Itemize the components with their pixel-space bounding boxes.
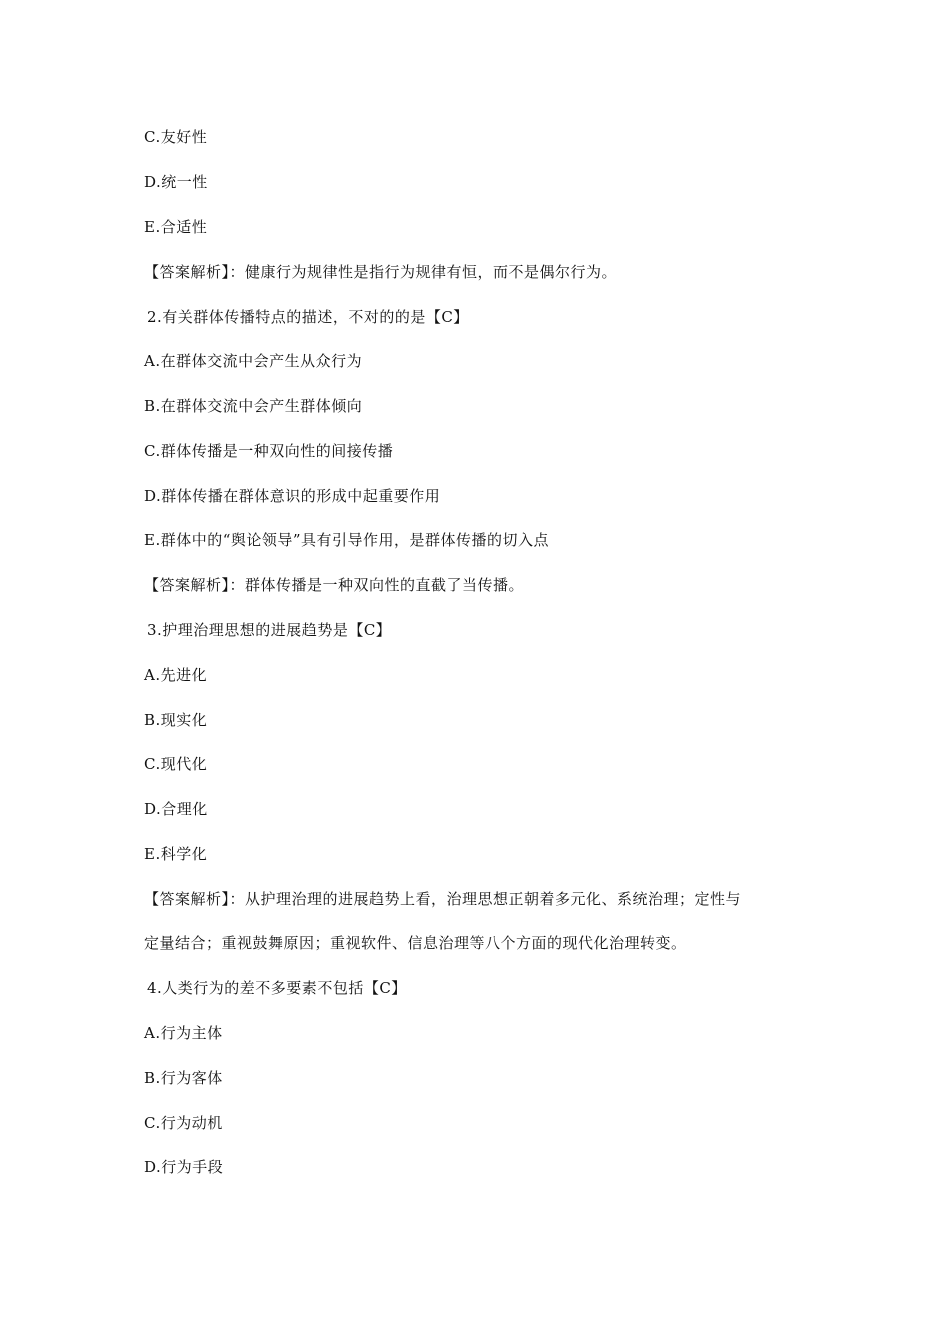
option-c-q2: C.群体传播是一种双向性的间接传播 <box>144 442 394 460</box>
question-3: 3.护理治理思想的进展趋势是【C】 <box>147 621 392 639</box>
answer-explanation-q3-line2: 定量结合；重视鼓舞原因；重视软件、信息治理等八个方面的现代化治理转变。 <box>144 934 687 952</box>
option-d-q4: D.行为手段 <box>144 1158 224 1176</box>
option-d-q3: D.合理化 <box>144 800 208 818</box>
option-c-q1: C.友好性 <box>144 128 208 146</box>
option-b-q2: B.在群体交流中会产生群体倾向 <box>144 397 363 415</box>
option-a-q3: A.先进化 <box>144 666 208 684</box>
question-4: 4.人类行为的差不多要素不包括【C】 <box>147 979 407 997</box>
option-e-q1: E.合适性 <box>144 218 208 236</box>
answer-explanation-q2: 【答案解析】：群体传播是一种双向性的直截了当传播。 <box>144 576 525 594</box>
option-a-q2: A.在群体交流中会产生从众行为 <box>144 352 363 370</box>
answer-explanation-q1: 【答案解析】：健康行为规律性是指行为规律有恒，而不是偶尔行为。 <box>144 263 618 281</box>
option-e-q3: E.科学化 <box>144 845 208 863</box>
option-e-q2: E.群体中的“舆论领导”具有引导作用，是群体传播的切入点 <box>144 531 550 549</box>
answer-explanation-q3-line1: 【答案解析】：从护理治理的进展趋势上看，治理思想正朝着多元化、系统治理；定性与 <box>144 890 742 908</box>
option-d-q2: D.群体传播在群体意识的形成中起重要作用 <box>144 487 441 505</box>
option-b-q4: B.行为客体 <box>144 1069 223 1087</box>
option-d-q1: D.统一性 <box>144 173 208 191</box>
option-c-q4: C.行为动机 <box>144 1114 223 1132</box>
question-2: 2.有关群体传播特点的描述，不对的的是【C】 <box>147 308 469 326</box>
option-c-q3: C.现代化 <box>144 755 208 773</box>
option-b-q3: B.现实化 <box>144 711 208 729</box>
option-a-q4: A.行为主体 <box>144 1024 223 1042</box>
